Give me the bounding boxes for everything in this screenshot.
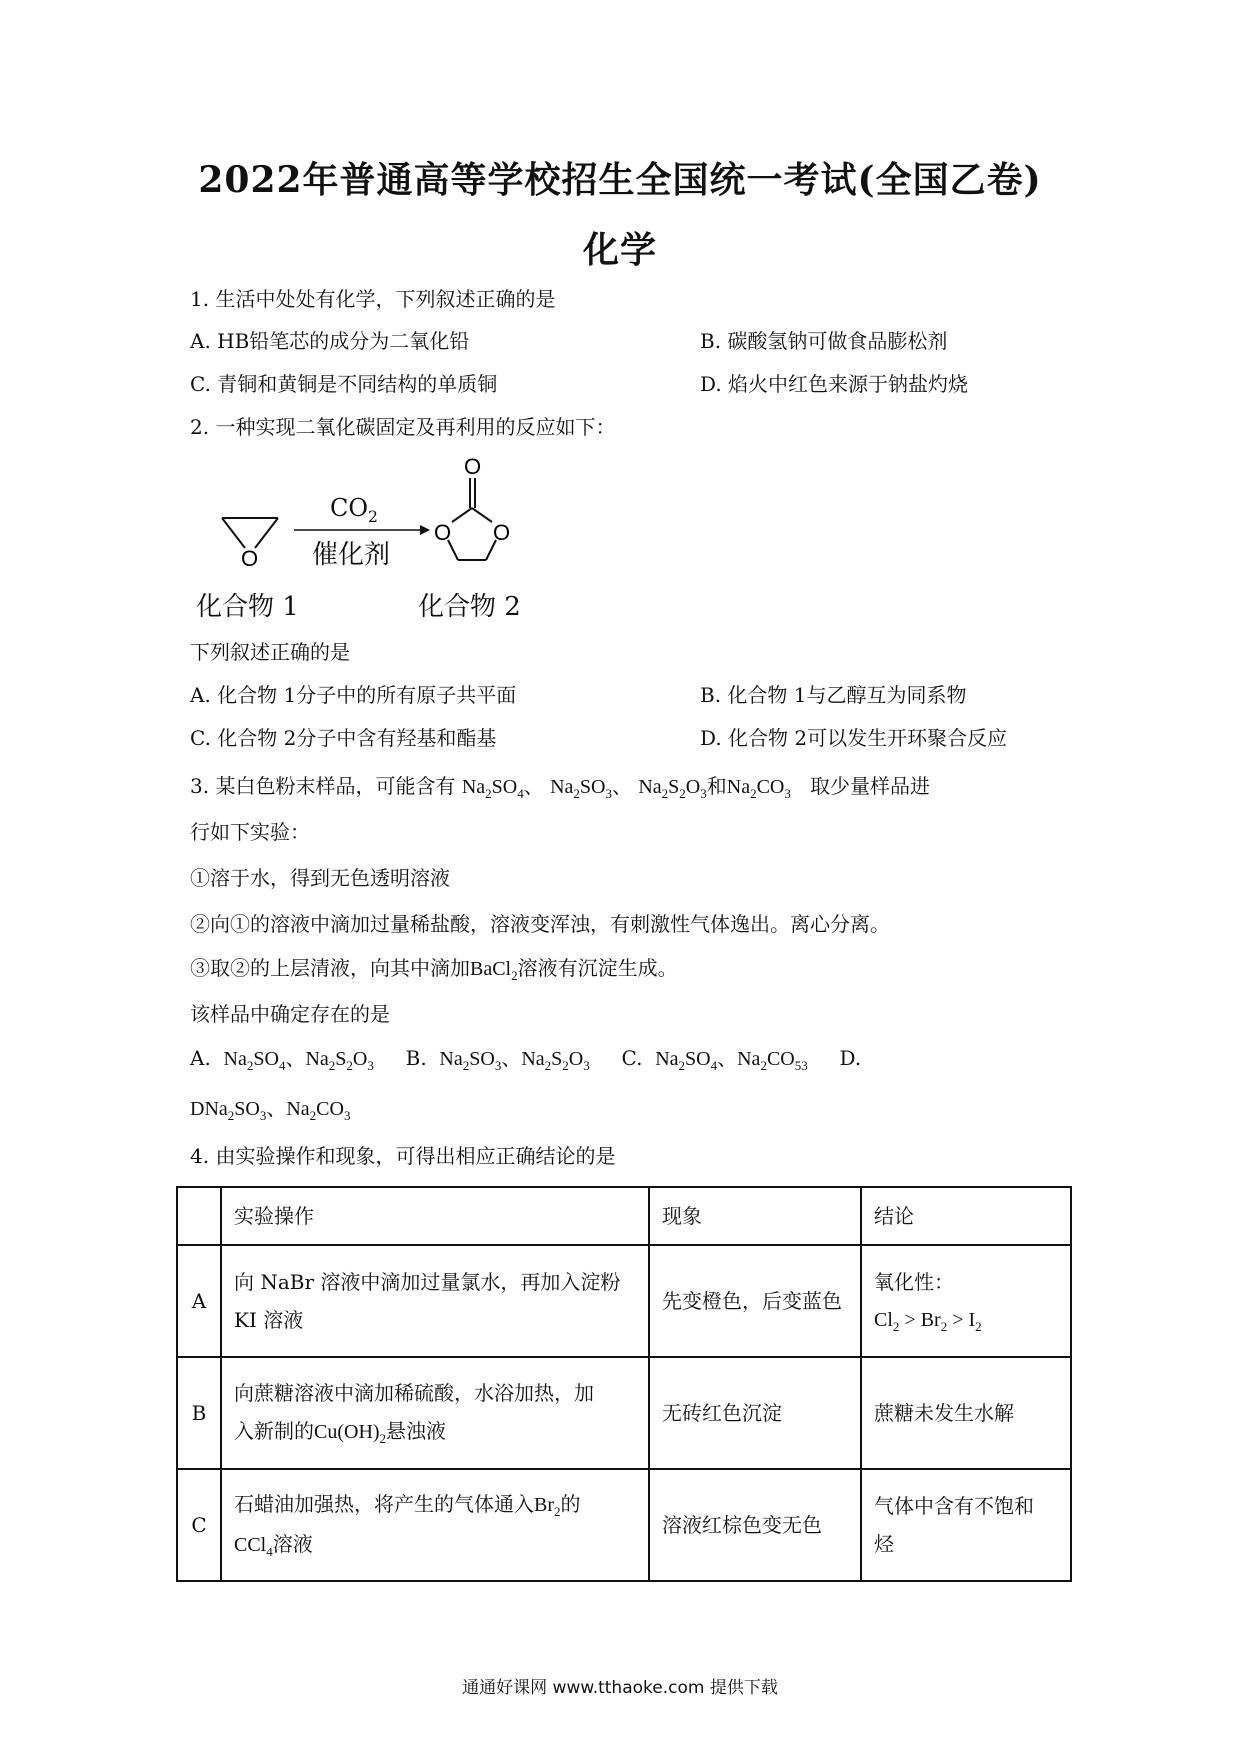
ring-oxygen-left: O	[434, 520, 452, 545]
q4-stem: 4. 由实验操作和现象，可得出相应正确结论的是	[190, 1144, 616, 1168]
catalyst-label: 催化剂	[312, 540, 391, 570]
row-conclusion: 气体中含有不饱和 烃	[861, 1469, 1071, 1581]
q3-option-a: A. $Na_2SO_4$、$Na_2S_2O_3$	[190, 1046, 374, 1073]
page-footer: 通通好课网 www.tthaoke.com 提供下载	[462, 1678, 778, 1698]
row-operation: 向 NaBr 溶液中滴加过量氯水，再加入淀粉 KI 溶液	[221, 1245, 649, 1357]
q1-option-c: C. 青铜和黄铜是不同结构的单质铜	[190, 372, 498, 396]
row-key: A	[177, 1245, 221, 1357]
cyclic-carbonate-structure	[448, 478, 496, 560]
q3-stem: 3. 某白色粉末样品，可能含有 $Na_2SO_4$、 $Na_2SO_3$、 $Na_2S_2O_3$和$Na_2CO_3$ 取少量样品进	[190, 774, 930, 801]
row-conclusion: 氧化性： $Cl_2 > Br_2 > I_2$	[861, 1245, 1071, 1357]
ring-oxygen-right: O	[493, 520, 511, 545]
q3-stem-continued: 行如下实验：	[190, 820, 310, 844]
formula-na2so3: $Na_2SO_3$	[550, 776, 612, 801]
table-row	[177, 1469, 1071, 1581]
q3-step-3: ③取②的上层清液，向其中滴加BaCl$_2$溶液有沉淀生成。	[190, 956, 678, 983]
header-blank	[177, 1187, 221, 1245]
row-phenomenon: 无砖红色沉淀	[649, 1357, 861, 1469]
table-row	[177, 1245, 1071, 1357]
q2-option-d: D. 化合物 2可以发生开环聚合反应	[700, 726, 1008, 750]
row-phenomenon: 先变橙色，后变蓝色	[649, 1245, 861, 1357]
compound-2-label: 化合物 2	[418, 592, 521, 622]
row-key: B	[177, 1357, 221, 1469]
formula-na2so4: $Na_2SO_4$	[461, 776, 524, 801]
q3-ask: 该样品中确定存在的是	[190, 1002, 390, 1026]
epoxide-structure	[222, 518, 278, 548]
q3-option-d-label: D.	[839, 1046, 862, 1070]
q2-option-c: C. 化合物 2分子中含有羟基和酯基	[190, 726, 497, 750]
formula-na2co3: $Na_2CO_3$	[726, 776, 791, 801]
table-row	[177, 1357, 1071, 1469]
q1-option-a: A. HB铅笔芯的成分为二氧化铅	[190, 329, 470, 353]
q2-stem: 2. 一种实现二氧化碳固定及再利用的反应如下：	[190, 415, 616, 439]
subject-title: 化学	[582, 229, 657, 271]
row-conclusion: 蔗糖未发生水解	[861, 1357, 1071, 1469]
q3-step-1: ①溶于水，得到无色透明溶液	[190, 866, 450, 890]
header-phenomenon: 现象	[649, 1187, 861, 1245]
row-phenomenon: 溶液红棕色变无色	[649, 1469, 861, 1581]
carbonyl-oxygen: O	[464, 454, 482, 479]
formula-bacl2: BaCl$_2$	[470, 958, 518, 983]
experiment-table	[176, 1186, 1072, 1582]
table-header-row	[177, 1187, 1071, 1245]
q3-options	[190, 1042, 861, 1074]
q3-option-d: $DNa_2SO_3$、$Na_2CO_3$	[190, 1098, 351, 1123]
row-operation: 石蜡油加强热，将产生的气体通入$Br_2$的 CCl$_4$溶液	[221, 1469, 649, 1581]
epoxide-oxygen: O	[241, 546, 259, 571]
exam-title: 2022年普通高等学校招生全国统一考试(全国乙卷)	[198, 159, 1042, 201]
reagent-co2: $CO_2$	[330, 494, 378, 526]
q3-option-b: B. $Na_2SO_3$、$Na_2S_2O_3$	[405, 1046, 590, 1073]
q2-option-b: B. 化合物 1与乙醇互为同系物	[700, 683, 967, 707]
q1-option-b: B. 碳酸氢钠可做食品膨松剂	[700, 329, 948, 353]
q2-option-a: A. 化合物 1分子中的所有原子共平面	[190, 683, 517, 707]
q3-step-2: ②向①的溶液中滴加过量稀盐酸，溶液变浑浊，有刺激性气体逸出。离心分离。	[190, 912, 890, 936]
q3-option-c: C. $Na_2SO_4$、$Na_2CO_{53}$	[621, 1046, 808, 1073]
q1-stem: 1. 生活中处处有化学，下列叙述正确的是	[190, 287, 556, 311]
q2-ask: 下列叙述正确的是	[190, 640, 350, 664]
formula-na2s2o3: $Na_2S_2O_3$	[638, 776, 707, 801]
header-conclusion: 结论	[861, 1187, 1071, 1245]
q1-option-d: D. 焰火中红色来源于钠盐灼烧	[700, 372, 969, 396]
row-key: C	[177, 1469, 221, 1581]
row-operation: 向蔗糖溶液中滴加稀硫酸，水浴加热，加 入新制的$Cu(OH)_2$悬浊液	[221, 1357, 649, 1469]
header-operation: 实验操作	[221, 1187, 649, 1245]
compound-1-label: 化合物 1	[196, 592, 299, 622]
